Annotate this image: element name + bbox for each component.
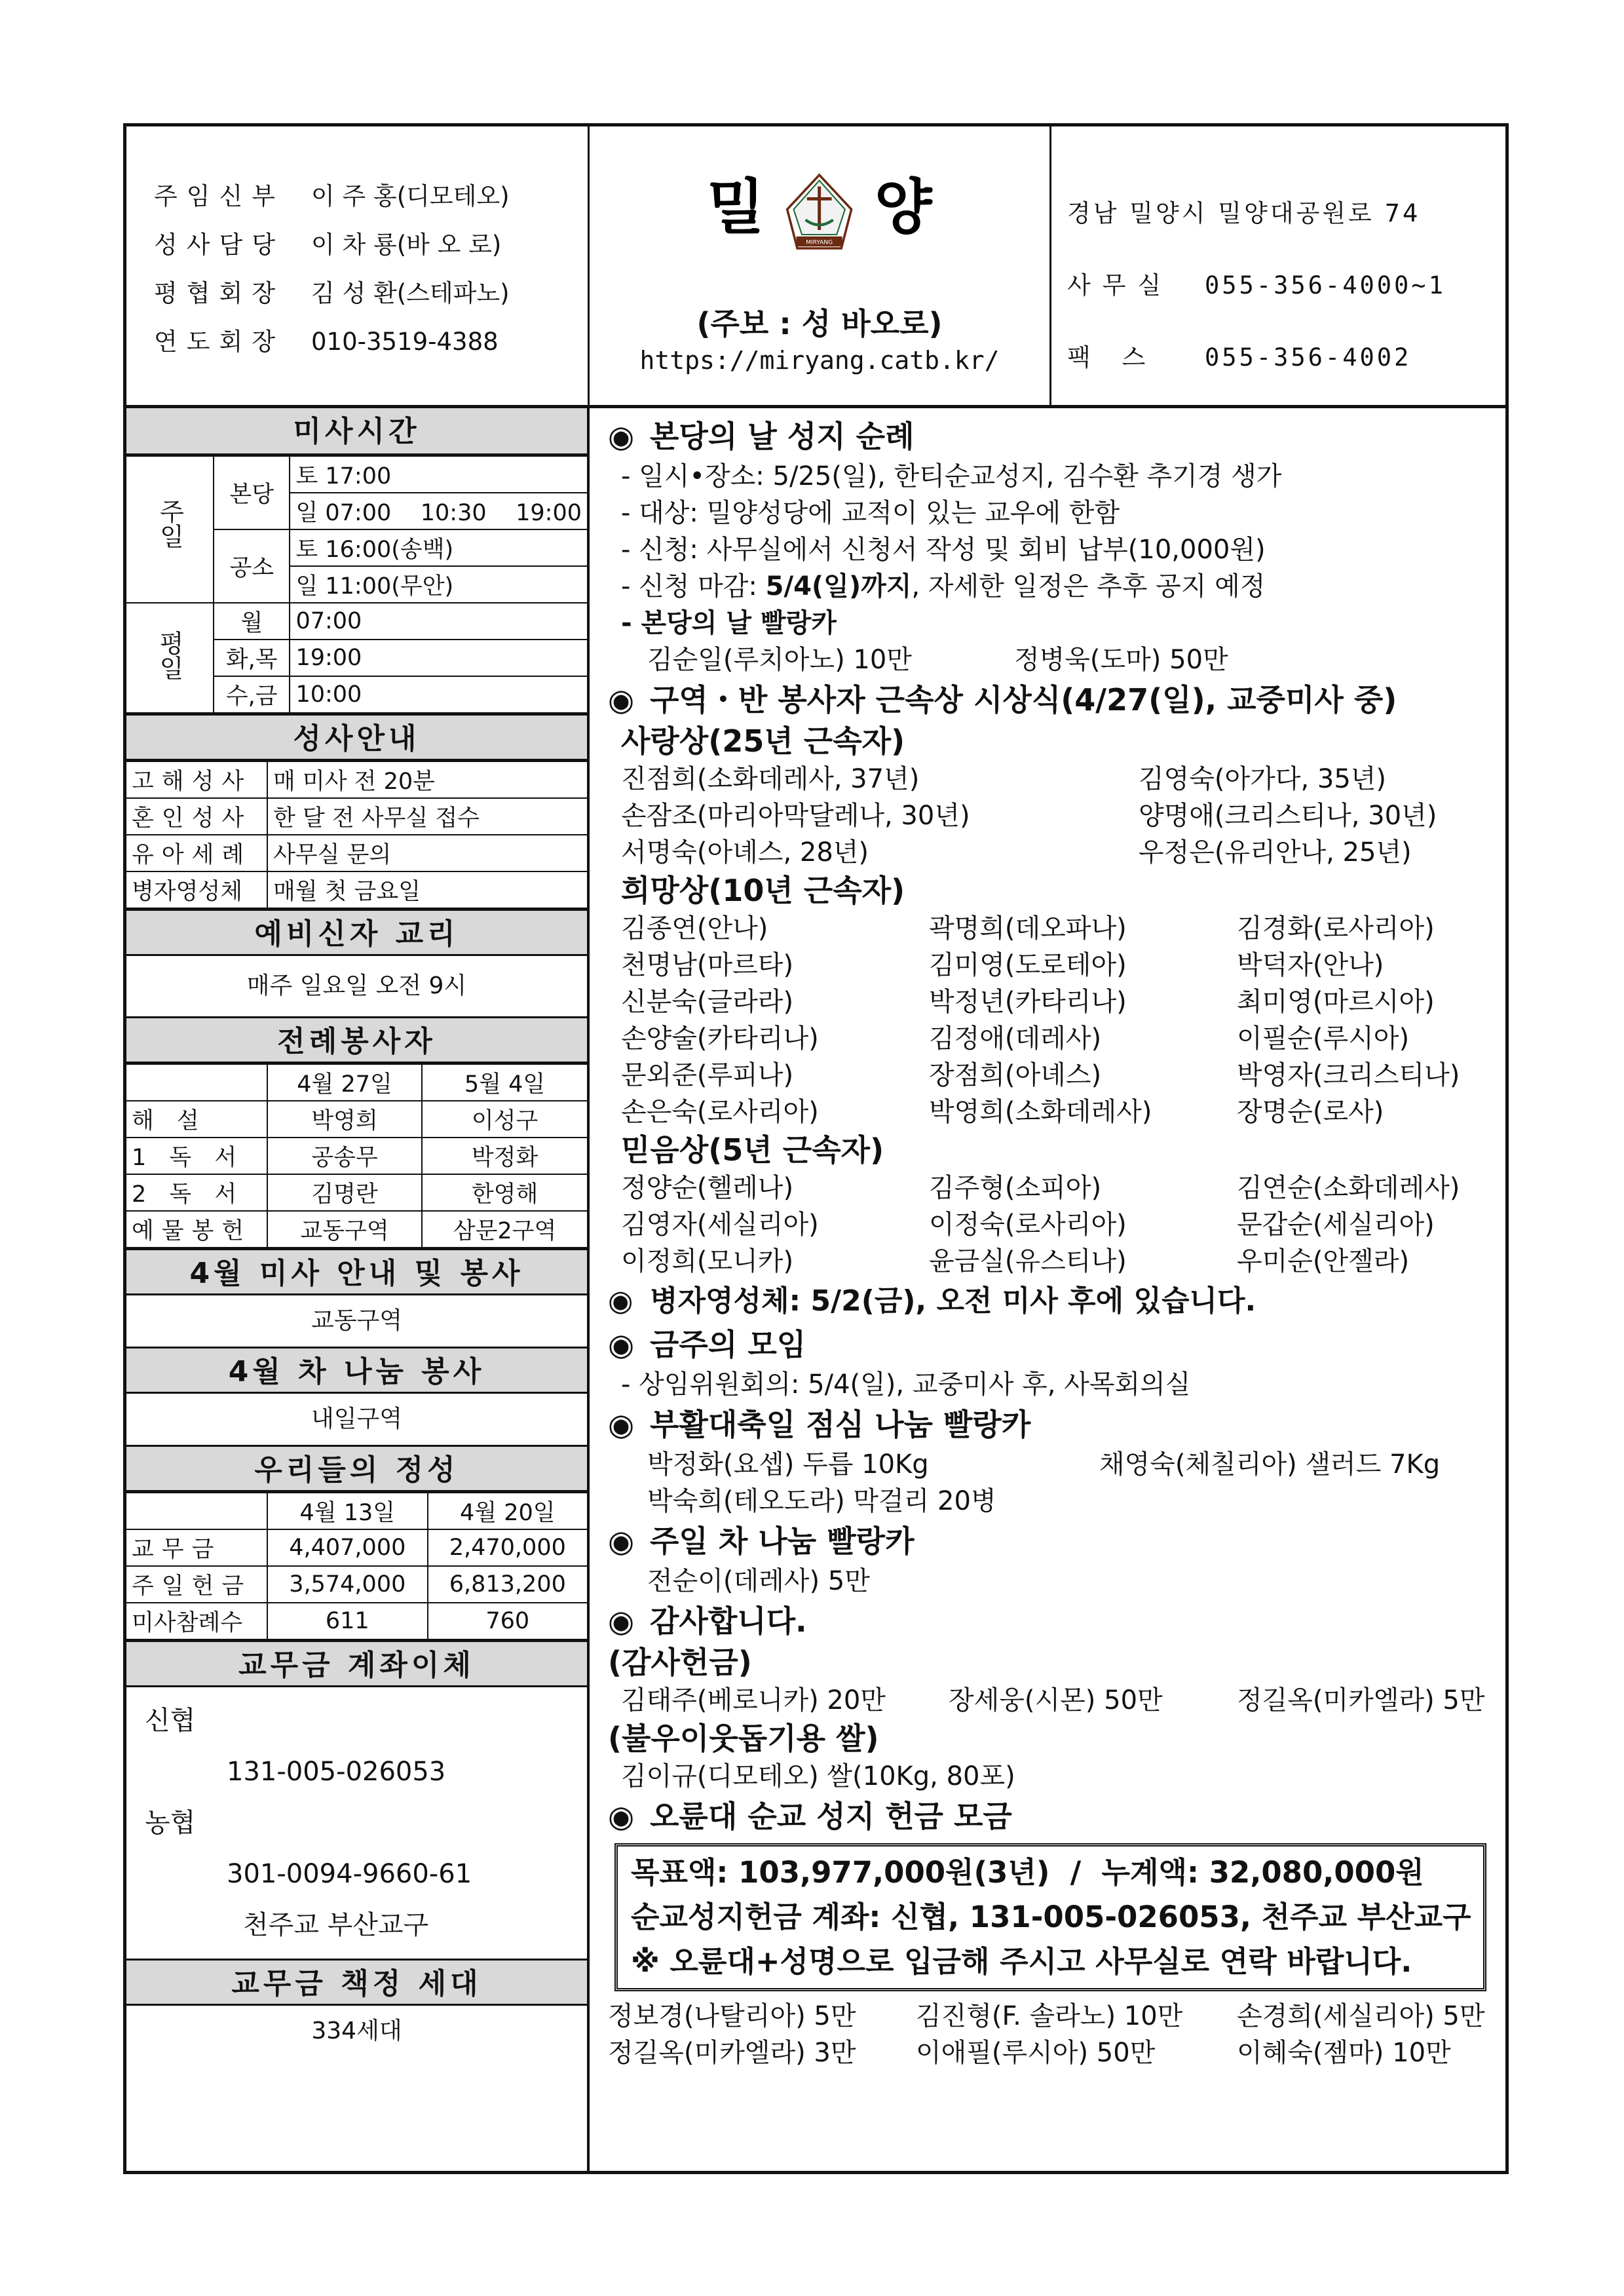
donor-list: 정보경(나탈리아) 5만 김진형(F. 솔라노) 10만 손경희(세실리아) 5만 정길옥(미카엘라) 3만 이애필(루시아) 50만 이혜숙(젬마) 10만 bbox=[608, 2001, 1485, 2068]
fund-account: 순교성지헌금 계좌: 신협, 131-005-026053, 천주교 부산교구 bbox=[631, 1900, 1471, 1934]
staff-list bbox=[126, 126, 590, 405]
liturgy-role: 예물봉헌 bbox=[126, 1211, 267, 1248]
bullet-icon: ◉ bbox=[608, 1407, 635, 1442]
account-number: 131-005-026053 bbox=[227, 1757, 446, 1787]
offering-date: 4월 20일 bbox=[428, 1493, 587, 1529]
offering-heading: 우리들의 정성 bbox=[126, 1445, 587, 1492]
award-list: 김종연(안나) 곽명희(데오파나) 김경화(로사리아) 천명남(마르타) 김미영(도로테아) 박덕자(안나) 신분숙(글라라) 박정년(카타리나) 최미영(마르시아) 손양술(카타리나) 김정애(데레사) 이필순(루시아) 문외준(루피나) 장점희(아녜스) 박영자(크리스티나) 손은숙(로사리아) 박영희(소화데레사) 장명순(로사) bbox=[621, 913, 1460, 1127]
liturgy-role: 2 독 서 bbox=[126, 1174, 267, 1211]
sacrament-info: 매 미사 전 20분 bbox=[267, 761, 587, 798]
offering-date: 4월 13일 bbox=[267, 1493, 428, 1529]
main-church-label: 본당 bbox=[214, 456, 290, 529]
logo-caption: MIRYANG bbox=[806, 239, 833, 246]
bullet-icon: ◉ bbox=[608, 1799, 635, 1834]
offering-table bbox=[126, 1492, 587, 1640]
address: 경남 밀양시 밀양대공원로 74 bbox=[1067, 199, 1421, 227]
sacrament-heading: 성사안내 bbox=[126, 714, 587, 761]
notice-heading: ◉ 금주의 모임 bbox=[608, 1323, 1493, 1366]
thanks-category: (불우이웃돕기용 쌀) bbox=[608, 1721, 879, 1756]
offering-type: 주일헌금 bbox=[126, 1566, 267, 1603]
notice-heading: ◉ 주일 차 나눔 빨랑카 bbox=[608, 1520, 1493, 1563]
liturgy-date: 4월 27일 bbox=[267, 1064, 422, 1101]
catechumen-time: 매주 일요일 오전 9시 bbox=[246, 972, 467, 999]
liturgy-role: 해 설 bbox=[126, 1101, 267, 1138]
donor-list: 박정화(요셉) 두릅 10Kg 채영숙(체칠리아) 샐러드 7Kg 박숙희(테오도라) 막걸리 20병 bbox=[647, 1449, 1441, 1516]
title-left: 밀 bbox=[707, 173, 765, 242]
fund-instruction: ※ 오륜대+성명으로 입금해 주시고 사무실로 연락 바랍니다. bbox=[631, 1944, 1412, 1979]
donor-list: 김순일(루치아노) 10만 정병욱(도마) 50만 bbox=[647, 645, 1228, 675]
weekday-day: 화,목 bbox=[214, 640, 290, 676]
title-right: 양 bbox=[874, 173, 932, 242]
gongso-label: 공소 bbox=[214, 529, 290, 603]
notice-line: - 신청 마감: 5/4(일)까지, 자세한 일정은 추후 공지 예정 bbox=[621, 571, 1266, 602]
bank-accounts bbox=[126, 1687, 587, 1959]
sacrament-name: 혼인성사 bbox=[126, 798, 267, 835]
sacrament-name: 유아세례 bbox=[126, 835, 267, 871]
donor-line: 김이규(디모테오) 쌀(10Kg, 80포) bbox=[621, 1761, 1015, 1791]
header bbox=[126, 126, 1505, 408]
notice-heading: ◉ 부활대축일 점심 나눔 빨랑카 bbox=[608, 1403, 1493, 1446]
weekday-time: 07:00 bbox=[290, 603, 587, 640]
bank-name: 신협 bbox=[145, 1706, 196, 1736]
contact-info bbox=[1051, 126, 1509, 405]
sunday-label: 주일 bbox=[126, 456, 214, 603]
award-category: 믿음상(5년 근속자) bbox=[621, 1132, 884, 1168]
notice-line: - 일시•장소: 5/25(일), 한티순교성지, 김수환 추기경 생가 bbox=[621, 461, 1282, 491]
offering-type: 교무금 bbox=[126, 1529, 267, 1566]
offering-amount: 2,470,000 bbox=[428, 1529, 587, 1566]
bulletin-page bbox=[123, 123, 1509, 2174]
offering-amount: 611 bbox=[267, 1603, 428, 1639]
offering-amount: 760 bbox=[428, 1603, 587, 1639]
oryun-fund-box bbox=[614, 1843, 1486, 1991]
thanks-category: (감사헌금) bbox=[608, 1645, 752, 1680]
masthead bbox=[590, 126, 1051, 405]
award-category: 사랑상(25년 근속자) bbox=[621, 723, 905, 759]
parish-url[interactable]: https://miryang.catb.kr/ bbox=[639, 346, 1000, 375]
bank-name: 농협 bbox=[145, 1808, 196, 1838]
weekday-time: 10:00 bbox=[290, 676, 587, 713]
tea-heading: 4월 차 나눔 봉사 bbox=[126, 1347, 587, 1394]
donor-line: 전순이(데레사) 5만 bbox=[647, 1566, 870, 1596]
bullet-icon: ◉ bbox=[608, 1603, 635, 1639]
fax-row: 팩 스 055-356-4002 bbox=[1067, 343, 1412, 372]
award-list: 정양순(헬레나) 김주형(소피아) 김연순(소화데레사) 김영자(세실리아) 이정숙(로사리아) 문갑순(세실리아) 이정희(모니카) 윤금실(유스티나) 우미순(안젤라) bbox=[621, 1173, 1460, 1276]
bullet-icon: ◉ bbox=[608, 682, 635, 718]
notice-heading: ◉ 오륜대 순교 성지 헌금 모금 bbox=[608, 1795, 1493, 1838]
mass-times-table bbox=[126, 455, 587, 714]
sacrament-info: 사무실 문의 bbox=[267, 835, 587, 871]
sacrament-name: 고해성사 bbox=[126, 761, 267, 798]
notice-line: - 본당의 날 빨랑카 bbox=[621, 608, 837, 638]
staff-row: 주임신부 이 주 홍(디모테오) bbox=[154, 182, 510, 210]
notices bbox=[590, 408, 1509, 2174]
weekday-label: 평일 bbox=[126, 603, 214, 713]
bullet-icon: ◉ bbox=[608, 1327, 635, 1362]
tea-group: 내일구역 bbox=[311, 1406, 403, 1432]
notice-heading: ◉ 감사합니다. bbox=[608, 1599, 1493, 1643]
household-count: 334세대 bbox=[311, 2018, 402, 2044]
staff-row: 평협회장 김 성 환(스테파노) bbox=[154, 279, 510, 307]
offering-amount: 4,407,000 bbox=[267, 1529, 428, 1566]
liturgy-person: 박정화 bbox=[422, 1138, 587, 1174]
notice-line: - 상임위원회의: 5/4(일), 교중미사 후, 사목회의실 bbox=[621, 1369, 1191, 1400]
liturgy-person: 교동구역 bbox=[267, 1211, 422, 1248]
bullet-icon: ◉ bbox=[608, 1523, 635, 1559]
liturgy-person: 이성구 bbox=[422, 1101, 587, 1138]
sidebar bbox=[126, 408, 590, 2174]
offering-amount: 3,574,000 bbox=[267, 1566, 428, 1603]
weekday-day: 월 bbox=[214, 603, 290, 640]
sacrament-name: 병자영성체 bbox=[126, 871, 267, 908]
bullet-icon: ◉ bbox=[608, 419, 635, 454]
notice-line: - 신청: 사무실에서 신청서 작성 및 회비 납부(10,000원) bbox=[621, 535, 1266, 565]
liturgy-person: 김명란 bbox=[267, 1174, 422, 1211]
notice-heading: ◉ 구역・반 봉사자 근속상 시상식(4/27(일), 교중미사 중) bbox=[608, 678, 1493, 721]
notice-line: - 대상: 밀양성당에 교적이 있는 교우에 한함 bbox=[621, 498, 1120, 528]
main-sun-time: 일 07:00 10:30 19:00 bbox=[290, 493, 587, 529]
weekday-day: 수,금 bbox=[214, 676, 290, 713]
gongso-sat-time: 토 16:00(송백) bbox=[290, 529, 587, 566]
notice-heading: ◉ 본당의 날 성지 순례 bbox=[608, 415, 1493, 458]
weekday-time: 19:00 bbox=[290, 640, 587, 676]
liturgy-person: 박영희 bbox=[267, 1101, 422, 1138]
april-mass-heading: 4월 미사 안내 및 봉사 bbox=[126, 1248, 587, 1295]
office-phone-row: 사무실 055-356-4000~1 bbox=[1067, 271, 1446, 299]
gongso-sun-time: 일 11:00(무안) bbox=[290, 566, 587, 603]
award-list: 진점희(소화데레사, 37년) 김영숙(아가다, 35년) 손잠조(마리아막달레나, 30년) 양명애(크리스티나, 30년) 서명숙(아녜스, 28년) 우정은(유리안나, 25년) bbox=[621, 764, 1437, 868]
award-category: 희망상(10년 근속자) bbox=[621, 873, 905, 908]
liturgy-person: 한영해 bbox=[422, 1174, 587, 1211]
liturgy-role: 1 독 서 bbox=[126, 1138, 267, 1174]
sacrament-info: 한 달 전 사무실 접수 bbox=[267, 798, 587, 835]
transfer-heading: 교무금 계좌이체 bbox=[126, 1640, 587, 1687]
parish-emblem-icon bbox=[787, 175, 852, 248]
notice-heading: ◉ 병자영성체: 5/2(금), 오전 미사 후에 있습니다. bbox=[608, 1280, 1493, 1323]
sacrament-table bbox=[126, 761, 587, 909]
account-number: 301-0094-9660-61 bbox=[227, 1859, 472, 1889]
main-sat-time: 토 17:00 bbox=[290, 456, 587, 493]
offering-amount: 6,813,200 bbox=[428, 1566, 587, 1603]
liturgy-person: 공송무 bbox=[267, 1138, 422, 1174]
household-heading: 교무금 책정 세대 bbox=[126, 1959, 587, 2006]
fund-target: 목표액: 103,977,000원(3년) / 누계액: 32,080,000원 bbox=[631, 1855, 1424, 1890]
masthead-logo bbox=[590, 166, 1049, 258]
donor-list: 김태주(베로니카) 20만 장세웅(시몬) 50만 정길옥(미카엘라) 5만 bbox=[621, 1685, 1485, 1715]
account-holder: 천주교 부산교구 bbox=[243, 1910, 429, 1940]
staff-row: 연도회장 010-3519-4388 bbox=[154, 328, 499, 356]
weekly-patron: (주보 : 성 바오로) bbox=[696, 306, 943, 341]
catechumen-heading: 예비신자 교리 bbox=[126, 909, 587, 956]
staff-row: 성사담당 이 차 룡(바 오 로) bbox=[154, 231, 502, 259]
liturgy-person: 삼문2구역 bbox=[422, 1211, 587, 1248]
bullet-icon: ◉ bbox=[608, 1284, 633, 1318]
mass-times-heading: 미사시간 bbox=[126, 408, 587, 455]
liturgy-date: 5월 4일 bbox=[422, 1064, 587, 1101]
liturgy-table bbox=[126, 1063, 587, 1248]
liturgy-heading: 전례봉사자 bbox=[126, 1016, 587, 1063]
sacrament-info: 매월 첫 금요일 bbox=[267, 871, 587, 908]
april-mass-group: 교동구역 bbox=[311, 1307, 403, 1334]
offering-type: 미사참례수 bbox=[126, 1603, 267, 1639]
